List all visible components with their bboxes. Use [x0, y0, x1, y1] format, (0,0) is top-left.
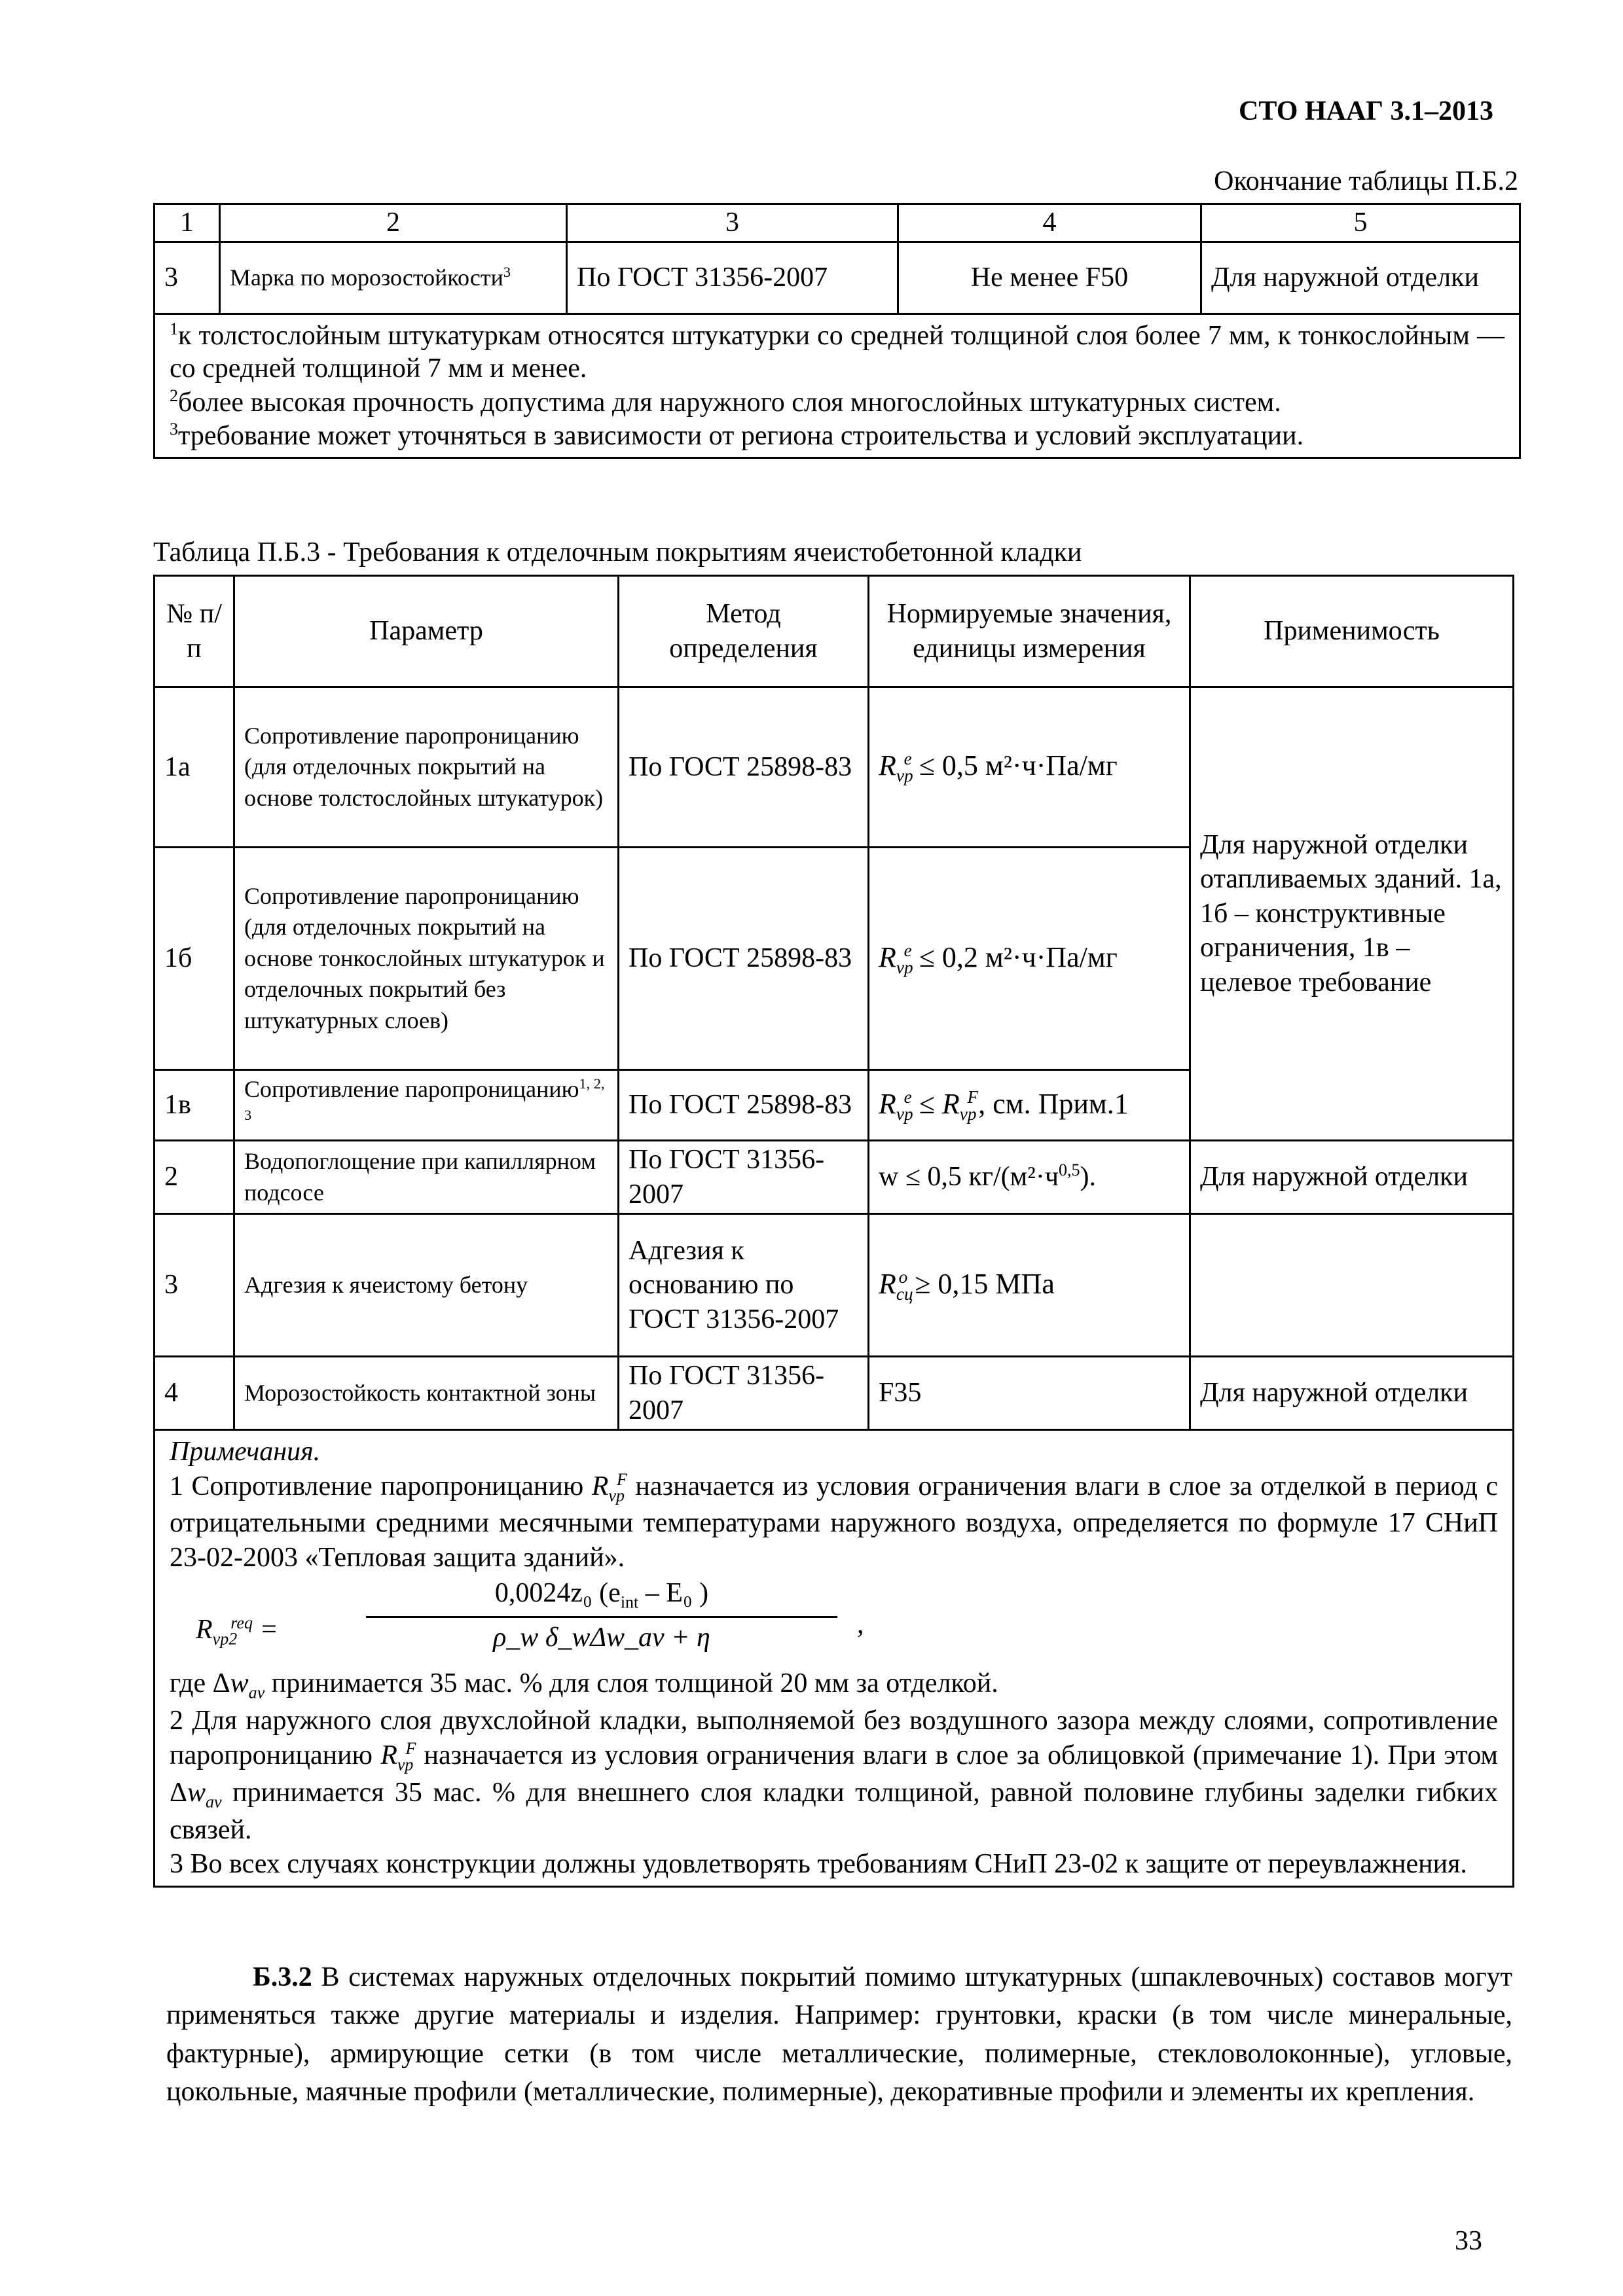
table-row	[155, 1357, 1514, 1430]
header-method: Метод определения	[619, 576, 869, 687]
row-applicability: Для наружной отделки	[1201, 242, 1520, 314]
row-applicability: Для наружной отделки	[1190, 1141, 1514, 1214]
section-label: Б.3.2	[253, 1962, 312, 1992]
note-3: $^3$требование может уточняться в зависимости от региона строительства и условий эксплуатации.	[170, 420, 1304, 452]
table-notes	[155, 314, 1520, 458]
row-value: $R_{vp}^e \le 0,5$ м²·ч·Па/мг	[869, 687, 1190, 848]
row-method: По ГОСТ 31356-2007	[619, 1357, 869, 1430]
row-num: 3	[155, 1214, 234, 1357]
note-1-where: где $\Delta w_{av}$ принимается 35 мас. % для слоя толщиной 20 мм за отделкой.	[170, 1668, 998, 1702]
row-num: 1в	[155, 1070, 234, 1141]
header-applicability: Применимость	[1190, 576, 1514, 687]
note-3: 3 Во всех случаях конструкции должны удовлетворять требованиям СНиП 23-02 к защите от переувлажнения.	[170, 1849, 1467, 1880]
header-num: № п/п	[155, 576, 234, 687]
row-param: Сопротивление паропроницанию (для отделочных покрытий на основе тонкослойных штукатурок и отделочных покрытий без штукатурных слоев)	[234, 848, 619, 1070]
table-pb3-caption: Таблица П.Б.3 - Требования к отделочным покрытиям ячеистобетонной кладки	[153, 537, 1082, 567]
row-param: Морозостойкость контактной зоны	[234, 1357, 619, 1430]
header-param: Параметр	[234, 576, 619, 687]
formula-lhs: $R_{vp2}^{req}$ =	[196, 1613, 278, 1649]
row-method: По ГОСТ 31356-2007	[619, 1141, 869, 1214]
section-b32	[166, 1958, 1512, 2111]
header-values: Нормируемые значения, единицы измерения	[869, 576, 1190, 687]
row-param: Водопоглощение при капиллярном подсосе	[234, 1141, 619, 1214]
row-param: Сопротивление паропроницанию (для отделочных покрытий на основе толстослойных штукатурок)	[234, 687, 619, 848]
section-text: В системах наружных отделочных покрытий помимо штукатурных (шпаклевочных) составов могут применяться также другие материалы и изделия. Например: грунтовки, краски (в том числе минеральные, фактурные), армирующие сетки (в том числе металлические, полимерные, стекловолоконные), угловые, цокольные, маячные профили (металлические, полимерные), декоративные профили и элементы их крепления.	[166, 1962, 1513, 2108]
table-row	[155, 1141, 1514, 1214]
formula-comma: ,	[857, 1609, 864, 1640]
table-pb3	[153, 575, 1514, 1888]
table-pb3-notes	[155, 1430, 1514, 1887]
row-applicability	[1190, 1214, 1514, 1357]
note-1: 1 Сопротивление паропроницанию $R_{vp}^F$ назначается из условия ограничения влаги в слое за отделкой в период с отрицательными средними месячными температурами наружного воздуха, определяется по формуле 17 СНиП 23-02-2003 «Тепловая защита зданий».	[170, 1469, 1498, 1573]
formula-17	[170, 1575, 1498, 1666]
row-value: Не менее F50	[898, 242, 1201, 314]
row-value: $R_{vp}^e \le 0,2$ м²·ч·Па/мг	[869, 848, 1190, 1070]
col-header-5: 5	[1201, 204, 1520, 242]
row-method: По ГОСТ 31356-2007	[567, 242, 898, 314]
applicability-group-1: Для наружной отделки отапливаемых зданий. 1а, 1б – конструктивные ограничения, 1в – целевое требование	[1190, 687, 1514, 1141]
table-row	[155, 242, 1520, 314]
row-param: Сопротивление паропроницанию$^{1, 2, 3}$	[234, 1070, 619, 1141]
row-value: F35	[869, 1357, 1190, 1430]
note-1: $^1$к толстослойным штукатуркам относятся штукатурки со средней толщиной слоя более 7 мм, к тонкослойным — со средней толщиной 7 мм и менее.	[170, 319, 1504, 384]
row-param: Адгезия к ячеистому бетону	[234, 1214, 619, 1357]
row-num: 1а	[155, 687, 234, 848]
formula-fraction	[366, 1575, 837, 1655]
row-value: w ≤ 0,5 $кг/(м^2\cdot ч^{0,5})$.	[869, 1141, 1190, 1214]
col-header-3: 3	[567, 204, 898, 242]
page-number: 33	[1455, 2226, 1482, 2256]
formula-numerator: 0,0024z₀ ($e_{int} - E_0$ )	[366, 1575, 837, 1618]
col-header-2: 2	[220, 204, 567, 242]
row-num: 4	[155, 1357, 234, 1430]
row-method: По ГОСТ 25898-83	[619, 848, 869, 1070]
note-2: 2 Для наружного слоя двухслойной кладки, выполняемой без воздушного зазора между слоями, сопротивление паропроницанию $R_{vp}^F$ назначается из условия ограничения влаги в слое за облицовкой (примечание 1). При этом $\Delta w_{av}$ принимается 35 мас. % для внешнего слоя кладки толщиной, равной половине глубины заделки гибких связей.	[170, 1706, 1499, 1845]
document-code: СТО НААГ 3.1–2013	[1238, 96, 1493, 126]
row-num: 2	[155, 1141, 234, 1214]
row-value: $R_{vp}^e \le R_{vp}^F$, см. Прим.1	[869, 1070, 1190, 1141]
table-row	[155, 1214, 1514, 1357]
col-header-1: 1	[155, 204, 220, 242]
table-pb2-end	[153, 203, 1521, 459]
note-2: $^2$более высокая прочность допустима для наружного слоя многослойных штукатурных систем.	[170, 386, 1281, 418]
row-applicability: Для наружной отделки	[1190, 1357, 1514, 1430]
row-num: 3	[155, 242, 220, 314]
row-value: $R_{сц}^o \ge 0,15$ МПа	[869, 1214, 1190, 1357]
table-continuation-label: Окончание таблицы П.Б.2	[1214, 166, 1518, 196]
col-header-4: 4	[898, 204, 1201, 242]
row-method: По ГОСТ 25898-83	[619, 1070, 869, 1141]
row-num: 1б	[155, 848, 234, 1070]
row-param: Марка по морозостойкости$^3$	[220, 242, 567, 314]
row-method: По ГОСТ 25898-83	[619, 687, 869, 848]
notes-title: Примечания.	[170, 1437, 321, 1467]
formula-denominator: ρ_w δ_wΔw_av + η	[493, 1623, 710, 1653]
table-row	[155, 687, 1514, 848]
row-method: Адгезия к основанию по ГОСТ 31356-2007	[619, 1214, 869, 1357]
